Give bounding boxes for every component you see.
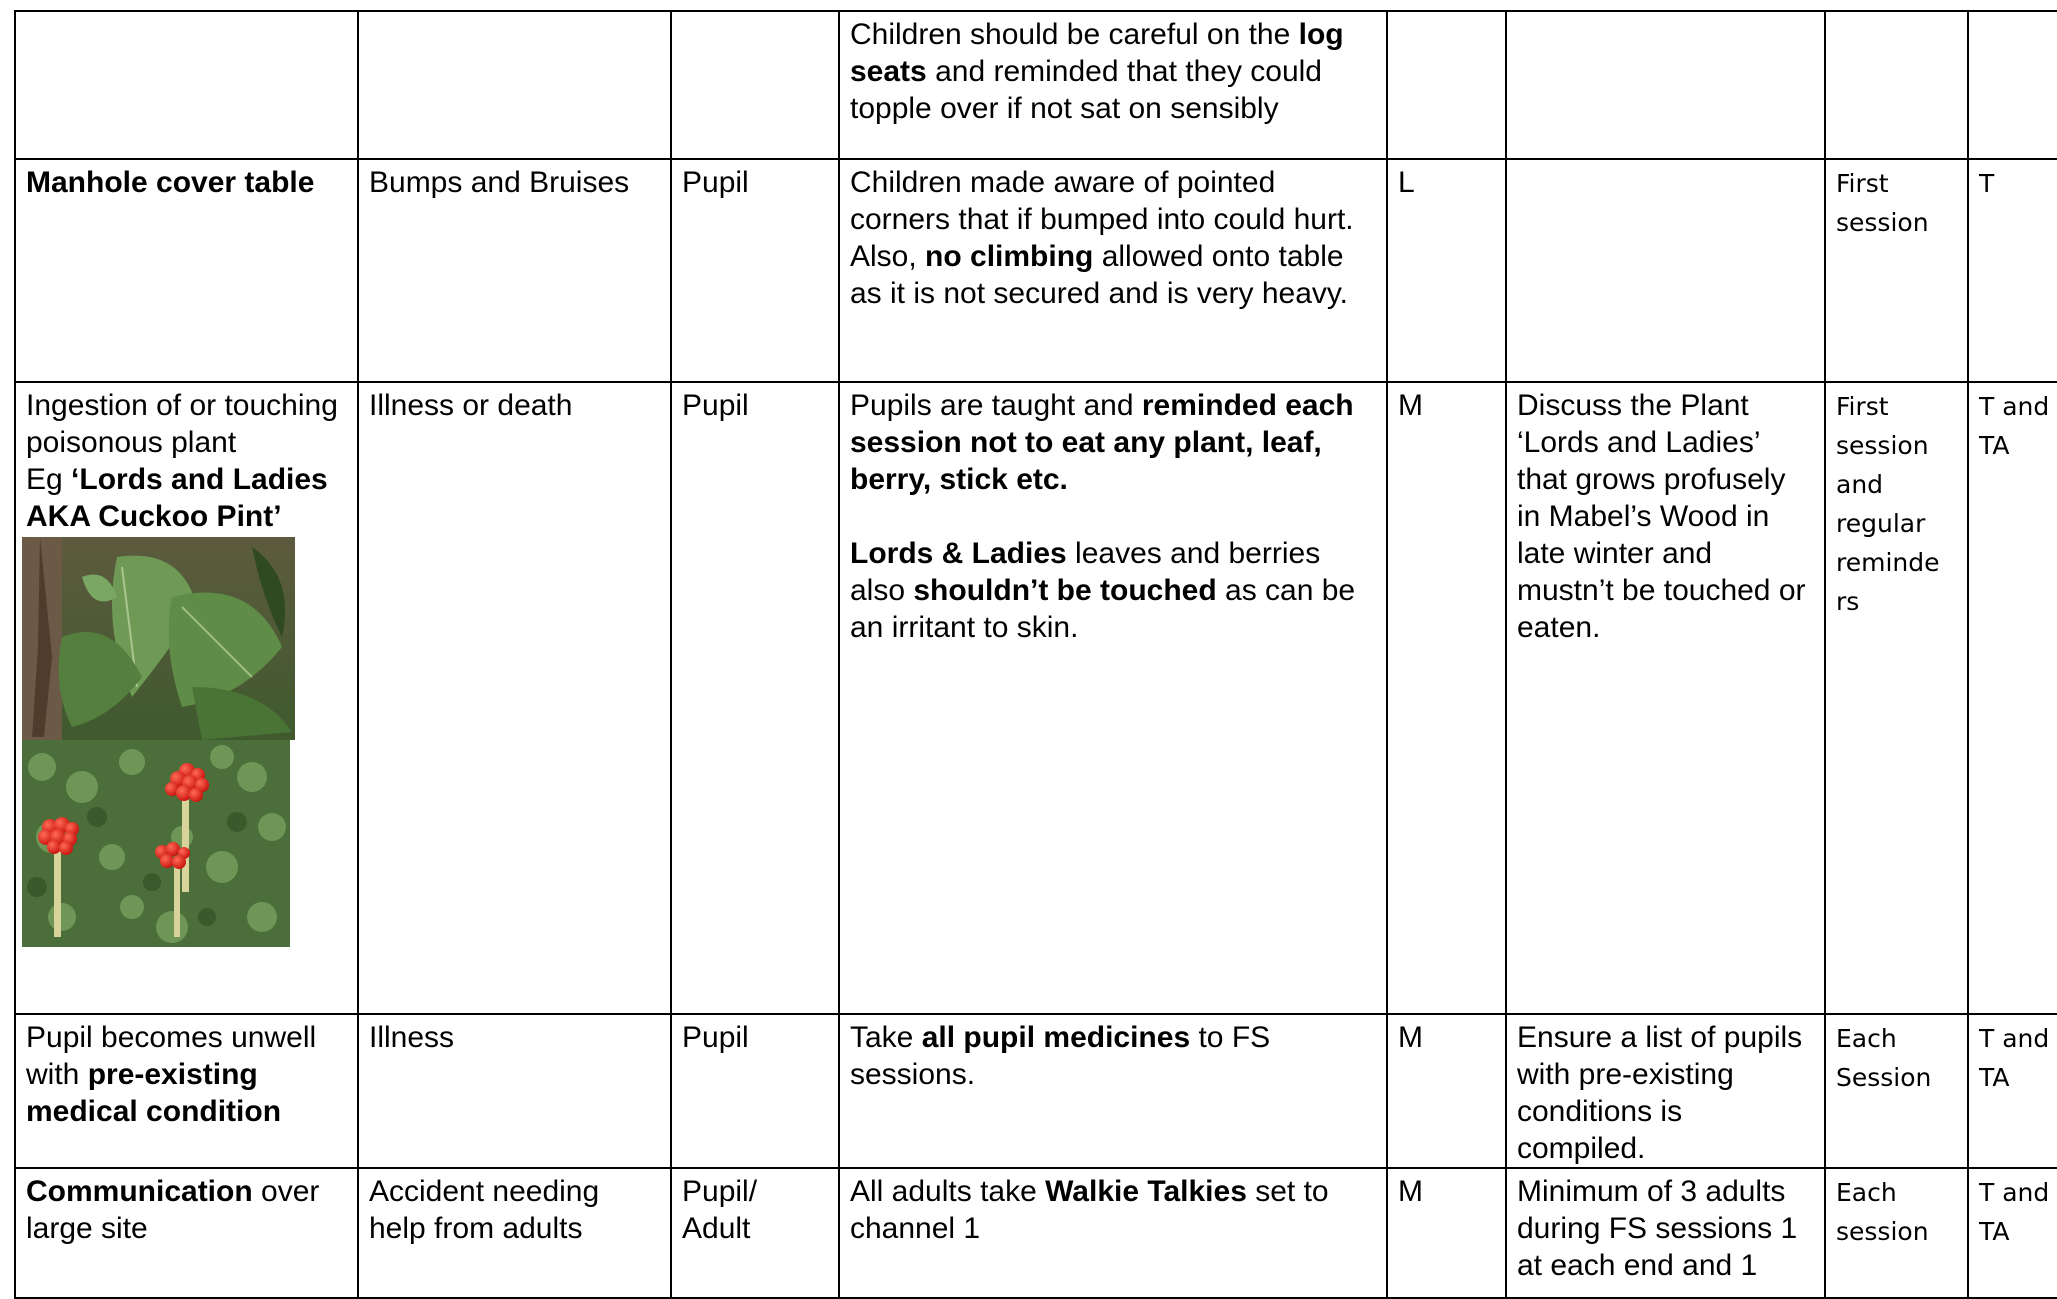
- hazard-cell: Pupil becomes unwell with pre-existing medical condition: [15, 1014, 358, 1168]
- lords-and-ladies-photo: [22, 537, 295, 947]
- hazard-cell: [15, 11, 358, 159]
- further-action-cell: [1506, 159, 1825, 382]
- hazard-cell: Manhole cover table: [15, 159, 358, 382]
- further-action-cell: [1506, 11, 1825, 159]
- harm-cell: Illness: [358, 1014, 671, 1168]
- table-row: [15, 382, 2057, 1014]
- further-action-cell: Ensure a list of pupils with pre-existing conditions is compiled.: [1506, 1014, 1825, 1168]
- harm-cell: Accident needing help from adults: [358, 1168, 671, 1298]
- rating-cell: [1387, 11, 1506, 159]
- rating-cell: L: [1387, 159, 1506, 382]
- harm-cell: Illness or death: [358, 382, 671, 1014]
- control-cell: Children made aware of pointed corners that if bumped into could hurt. Also, no climbing allowed onto table as it is not secured and is very heavy.: [839, 159, 1387, 382]
- control-cell: Pupils are taught and reminded each session not to eat any plant, leaf, berry, stick etc. Lords & Ladies leaves and berries also shouldn’t be touched as can be an irritant to skin.: [839, 382, 1387, 1014]
- further-action-cell: Minimum of 3 adults during FS sessions 1 at each end and 1: [1506, 1168, 1825, 1298]
- further-action-cell: Discuss the Plant ‘Lords and Ladies’ that grows profusely in Mabel’s Wood in late winter and mustn’t be touched or eaten.: [1506, 382, 1825, 1014]
- by-whom-cell: T: [1968, 159, 2057, 382]
- control-cell: Take all pupil medicines to FS sessions.: [839, 1014, 1387, 1168]
- who-cell: Pupil: [671, 1014, 839, 1168]
- by-whom-cell: T and TA: [1968, 1168, 2057, 1298]
- by-whom-cell: [1968, 11, 2057, 159]
- when-cell: First session: [1825, 159, 1968, 382]
- control-cell: All adults take Walkie Talkies set to channel 1: [839, 1168, 1387, 1298]
- when-cell: [1825, 11, 1968, 159]
- when-cell: Each Session: [1825, 1014, 1968, 1168]
- table-row: [15, 11, 2057, 159]
- table-row: [15, 159, 2057, 382]
- rating-cell: M: [1387, 382, 1506, 1014]
- rating-cell: M: [1387, 1168, 1506, 1298]
- hazard-cell: Ingestion of or touching poisonous plant Eg ‘Lords and Ladies AKA Cuckoo Pint’: [15, 382, 358, 1014]
- harm-cell: Bumps and Bruises: [358, 159, 671, 382]
- when-cell: Each session: [1825, 1168, 1968, 1298]
- by-whom-cell: T and TA: [1968, 1014, 2057, 1168]
- who-cell: [671, 11, 839, 159]
- by-whom-cell: T and TA: [1968, 382, 2057, 1014]
- who-cell: Pupil: [671, 382, 839, 1014]
- risk-assessment-table: [14, 10, 2057, 1299]
- when-cell: First session and regular reminde rs: [1825, 382, 1968, 1014]
- rating-cell: M: [1387, 1014, 1506, 1168]
- control-cell: Children should be careful on the log seats and reminded that they could topple over if not sat on sensibly: [839, 11, 1387, 159]
- harm-cell: [358, 11, 671, 159]
- table-row: [15, 1168, 2057, 1298]
- table-row: [15, 1014, 2057, 1168]
- who-cell: Pupil: [671, 159, 839, 382]
- who-cell: Pupil/ Adult: [671, 1168, 839, 1298]
- hazard-cell: Communication over large site: [15, 1168, 358, 1298]
